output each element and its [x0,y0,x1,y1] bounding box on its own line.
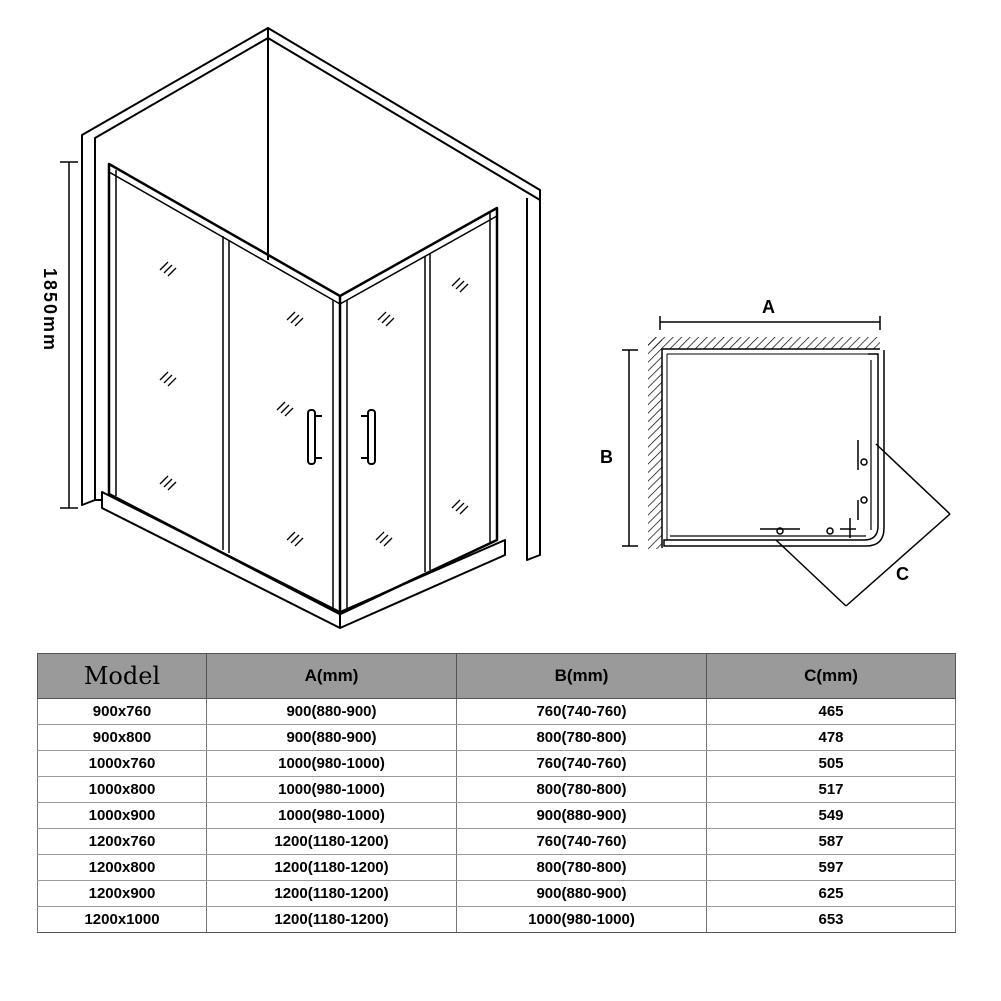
cell-a: 1200(1180-1200) [207,829,457,855]
plan-glass-side [664,350,884,546]
cell-a: 1200(1180-1200) [207,855,457,881]
plan-view [622,316,950,606]
cell-c: 549 [707,803,956,829]
cell-model: 1200x1000 [38,907,207,933]
plan-dimension-b [622,350,638,546]
cell-c: 625 [707,881,956,907]
header-c: C(mm) [707,654,956,699]
door-handle-left [308,410,322,464]
cell-model: 900x800 [38,725,207,751]
table-row [38,829,956,855]
table-row [38,803,956,829]
glass-panel-front [109,164,340,614]
table-row [38,725,956,751]
perspective-view [60,28,540,628]
cell-model: 1000x900 [38,803,207,829]
cell-model: 1200x760 [38,829,207,855]
table-row [38,881,956,907]
cell-b: 800(780-800) [457,777,707,803]
cell-b: 1000(980-1000) [457,907,707,933]
cell-b: 800(780-800) [457,855,707,881]
cell-b: 800(780-800) [457,725,707,751]
shower-tray [102,492,505,628]
table-row [38,907,956,933]
cell-a: 1000(980-1000) [207,751,457,777]
cell-c: 597 [707,855,956,881]
door-handle-right [361,410,375,464]
plan-label-c: C [896,564,909,584]
cell-c: 478 [707,725,956,751]
table-row [38,699,956,725]
cell-b: 900(880-900) [457,803,707,829]
plan-dimension-a [660,316,880,330]
cell-model: 1200x800 [38,855,207,881]
glass-reflection-marks [160,262,468,546]
plan-hardware [760,440,867,538]
header-b: B(mm) [457,654,707,699]
cell-a: 900(880-900) [207,699,457,725]
header-model: Model [38,654,207,699]
height-dimension-line [60,162,78,508]
cell-model: 900x760 [38,699,207,725]
cell-a: 1000(980-1000) [207,803,457,829]
cell-a: 1200(1180-1200) [207,881,457,907]
table-header-row [38,654,956,699]
side-wall [268,28,540,200]
table-row [38,777,956,803]
cell-model: 1200x900 [38,881,207,907]
cell-c: 465 [707,699,956,725]
cell-b: 760(740-760) [457,829,707,855]
cell-c: 587 [707,829,956,855]
cell-a: 900(880-900) [207,725,457,751]
cell-c: 517 [707,777,956,803]
model-spec-table [37,653,956,933]
plan-label-a: A [762,297,775,317]
cell-model: 1000x760 [38,751,207,777]
cell-b: 760(740-760) [457,751,707,777]
header-a: A(mm) [207,654,457,699]
cell-b: 900(880-900) [457,881,707,907]
table-row [38,751,956,777]
height-label: 1850mm [40,268,60,353]
cell-model: 1000x800 [38,777,207,803]
table-row [38,855,956,881]
cell-c: 653 [707,907,956,933]
cell-b: 760(740-760) [457,699,707,725]
table-body [38,699,956,933]
plan-wall-left-hatch [648,337,662,549]
cell-c: 505 [707,751,956,777]
cell-a: 1000(980-1000) [207,777,457,803]
plan-wall-top-hatch [648,337,880,349]
plan-dimension-c [776,444,950,606]
plan-label-b: B [600,447,613,467]
cell-a: 1200(1180-1200) [207,907,457,933]
